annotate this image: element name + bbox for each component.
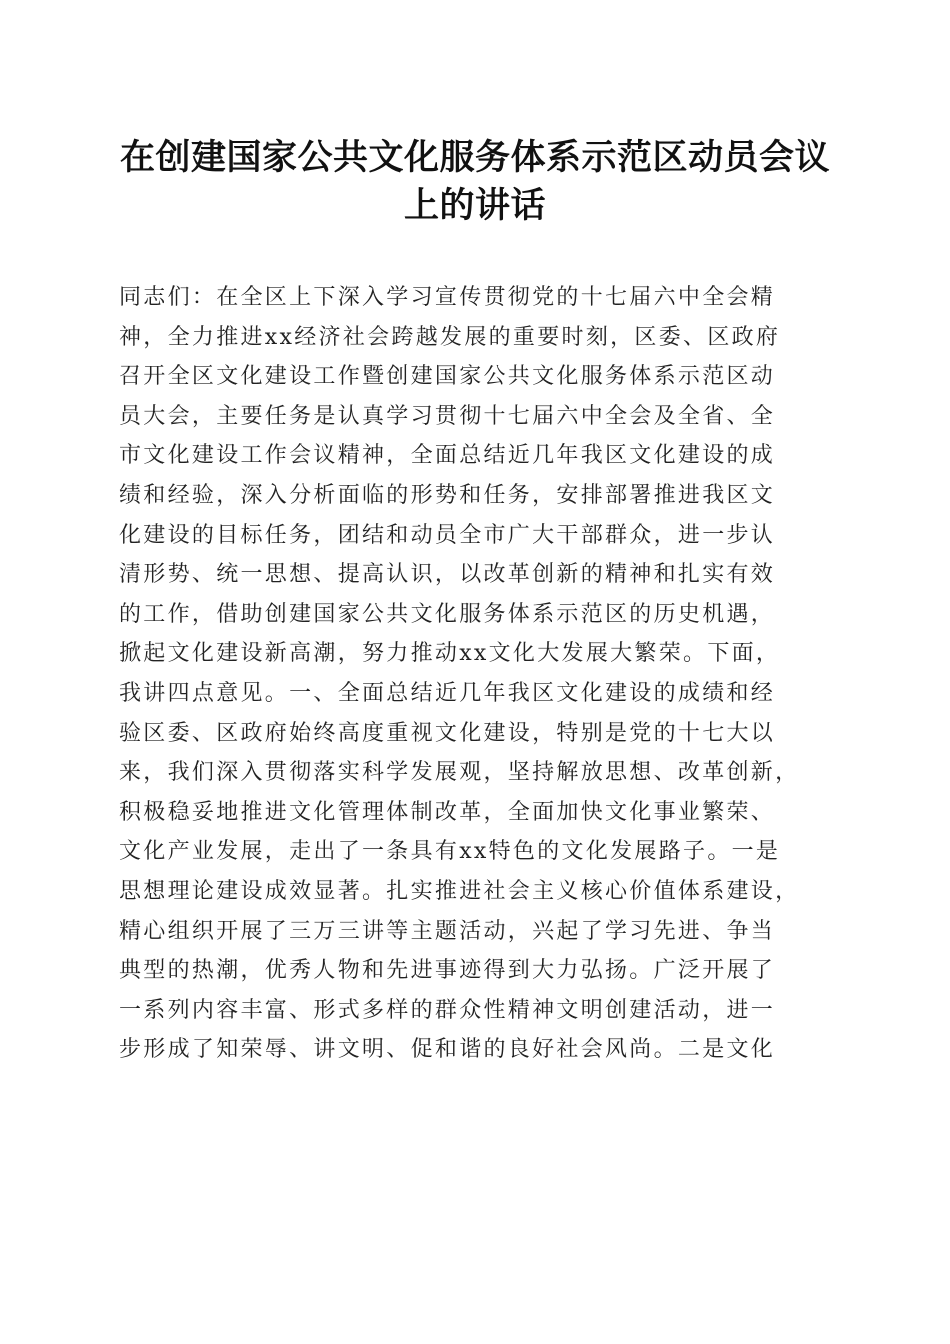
- body-line: 思想理论建设成效显著。扎实推进社会主义核心价值体系建设，: [119, 878, 800, 904]
- body-line: 掀起文化建设新高潮，努力推动xx文化大发展大繁荣。下面，: [119, 641, 781, 667]
- body-line: 精心组织开展了三万三讲等主题活动，兴起了学习先进、争当: [119, 918, 776, 944]
- body-line: 员大会，主要任务是认真学习贯彻十七届六中全会及全省、全: [119, 403, 776, 429]
- body-line: 的工作，借助创建国家公共文化服务体系示范区的历史机遇，: [119, 601, 776, 627]
- body-line: 步形成了知荣辱、讲文明、促和谐的良好社会风尚。二是文化: [119, 1037, 776, 1063]
- body-line: 来，我们深入贯彻落实科学发展观，坚持解放思想、改革创新，: [119, 760, 800, 786]
- body-line: 清形势、统一思想、提高认识，以改革创新的精神和扎实有效: [119, 562, 776, 588]
- body-line: 绩和经验，深入分析面临的形势和任务，安排部署推进我区文: [119, 482, 776, 508]
- body-line: 一系列内容丰富、形式多样的群众性精神文明创建活动，进一: [119, 997, 776, 1023]
- body-line: 验区委、区政府始终高度重视文化建设，特别是党的十七大以: [119, 720, 776, 746]
- body-line: 同志们：在全区上下深入学习宣传贯彻党的十七届六中全会精: [119, 285, 776, 310]
- body-line: 市文化建设工作会议精神，全面总结近几年我区文化建设的成: [119, 443, 776, 469]
- body-line: 积极稳妥地推进文化管理体制改革，全面加快文化事业繁荣、: [119, 799, 776, 825]
- body-line: 典型的热潮，优秀人物和先进事迹得到大力弘扬。广泛开展了: [119, 958, 776, 984]
- body-line: 神，全力推进xx经济社会跨越发展的重要时刻，区委、区政府: [119, 324, 781, 350]
- body-line: 召开全区文化建设工作暨创建国家公共文化服务体系示范区动: [119, 364, 776, 390]
- document-body: [119, 278, 835, 1070]
- body-line: 我讲四点意见。一、全面总结近几年我区文化建设的成绩和经: [119, 680, 776, 706]
- title-line: 上的讲话: [403, 185, 546, 226]
- body-line: 文化产业发展，走出了一条具有xx特色的文化发展路子。一是: [119, 839, 781, 865]
- title-line: 在创建国家公共文化服务体系示范区动员会议: [119, 137, 830, 178]
- document-title: [110, 134, 840, 230]
- body-line: 化建设的目标任务，团结和动员全市广大干部群众，进一步认: [119, 522, 776, 548]
